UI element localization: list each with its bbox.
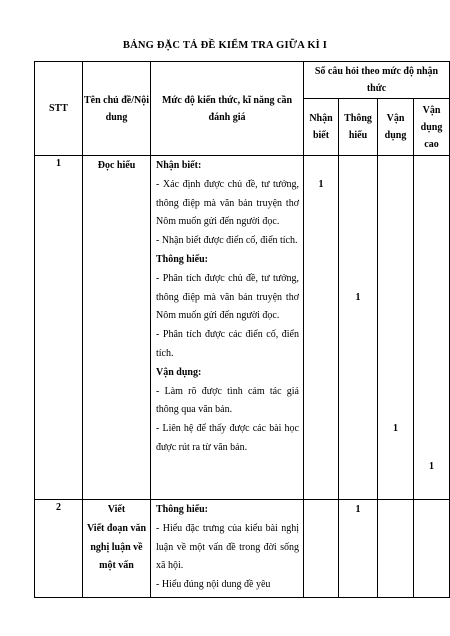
document-title: BẢNG ĐẶC TẢ ĐỀ KIỂM TRA GIỮA KÌ I <box>122 40 328 51</box>
count-nhan-biet <box>304 156 339 500</box>
description-item: - Hiểu đúng nội dung đề yêu <box>156 579 271 591</box>
row-stt: 1 <box>35 156 83 500</box>
count-van-dung <box>378 500 414 598</box>
count-thong-hieu <box>339 500 378 598</box>
header-thong-hieu: Thông hiểu <box>339 99 378 156</box>
row-topic <box>83 500 151 598</box>
count-thong-hieu <box>339 156 378 500</box>
description-item: - Liên hệ để thấy được các bài học được rút ra từ văn bản. <box>156 423 299 453</box>
count-value: 1 <box>318 178 324 190</box>
header-van-dung-cao: Vận dụng cao <box>414 99 450 156</box>
header-question-count-group: Số câu hỏi theo mức độ nhận thức <box>304 62 450 99</box>
table-row <box>35 156 450 500</box>
topic-title: Viết <box>107 504 126 515</box>
description-item: - Hiểu đặc trưng của kiểu bài nghị luận về một vấn đề trong đời sống xã hội. <box>156 522 299 572</box>
count-van-dung-cao <box>414 156 450 500</box>
count-van-dung-cao <box>414 500 450 598</box>
count-value: 1 <box>355 291 361 303</box>
description-item: - Nhận biết được điển cố, điển tích. <box>156 235 298 247</box>
level-label: Thông hiểu: <box>156 253 208 265</box>
header-row-top <box>35 62 450 99</box>
row-description <box>151 156 304 500</box>
count-value: 1 <box>355 504 361 515</box>
count-van-dung <box>378 156 414 500</box>
specification-table <box>34 61 450 598</box>
level-label: Vận dụng: <box>156 366 202 378</box>
description-item: - Phân tích được các điển cố, điển tích. <box>156 329 299 359</box>
header-van-dung: Vận dụng <box>378 99 414 156</box>
header-stt: STT <box>35 62 83 156</box>
table-row <box>35 500 450 598</box>
row-stt: 2 <box>35 500 83 598</box>
row-description <box>151 500 304 598</box>
header-description: Mức độ kiến thức, kĩ năng cần đánh giá <box>151 62 304 156</box>
level-label: Nhận biết: <box>156 160 202 171</box>
topic-subtitle: Viết đoạn văn nghị luận về một vấn <box>86 522 147 572</box>
level-label: Thông hiểu: <box>156 504 208 515</box>
row-topic: Đọc hiểu <box>83 156 151 500</box>
header-nhan-biet: Nhận biết <box>304 99 339 156</box>
header-topic: Tên chủ đề/Nội dung <box>83 62 151 156</box>
description-item: - Phân tích được chủ đề, tư tưởng, thông điệp mà văn bản truyện thơ Nôm muốn gửi đến người đọc. <box>156 272 299 322</box>
description-item: - Làm rõ được tình cảm tác giả thông qua văn bản. <box>156 385 299 416</box>
description-item: - Xác định được chủ đề, tư tưởng, thông điệp mà văn bản truyện thơ Nôm muốn gửi đến người đọc. <box>156 178 299 228</box>
count-nhan-biet <box>304 500 339 598</box>
count-value: 1 <box>393 423 398 435</box>
count-value: 1 <box>429 460 434 472</box>
